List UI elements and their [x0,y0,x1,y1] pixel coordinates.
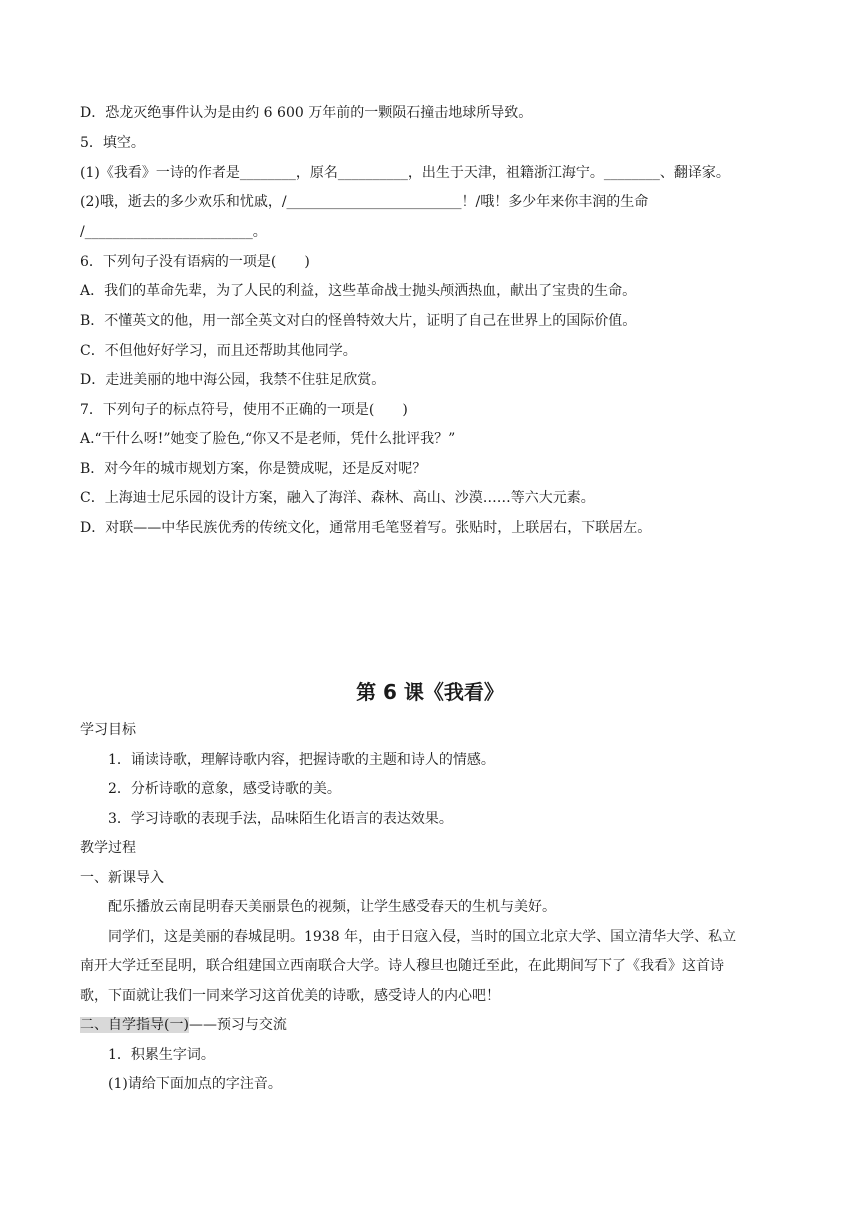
section-1-paragraph-2-line-2: 南开大学迁至昆明，联合组建国立西南联合大学。诗人穆旦也随迁至此，在此期间写下了《我看》这首诗 [80,958,724,974]
q6-option-a: A．我们的革命先辈，为了人民的利益，这些革命战士抛头颅洒热血，献出了宝贵的生命。 [80,283,637,299]
q6-option-c: C．不但他好好学习，而且还帮助其他同学。 [80,343,357,359]
q5-item-1: (1)《我看》一诗的作者是________，原名__________，出生于天津，祖籍浙江海宁。________、翻译家。 [80,165,730,181]
section-2-item-1: 1．积累生字词。 [108,1047,215,1063]
section-1-paragraph-2-line-1: 同学们，这是美丽的春城昆明。1938 年，由于日寇入侵，当时的国立北京大学、国立清华大学、私立 [108,929,737,945]
section-2-heading-highlight: 二、自学指导(一) [80,1017,189,1033]
objective-2: 2．分析诗歌的意象，感受诗歌的美。 [108,781,341,797]
q7-option-c: C．上海迪士尼乐园的设计方案，融入了海洋、森林、高山、沙漠……等六大元素。 [80,490,595,506]
q6-title: 6．下列句子没有语病的一项是( ) [80,254,310,270]
process-heading: 教学过程 [80,840,136,856]
q5-item-2-line-2: /________________________。 [80,224,267,240]
section-2-heading [80,1015,287,1035]
section-1-paragraph-2-line-3: 歌，下面就让我们一同来学习这首优美的诗歌，感受诗人的内心吧！ [80,988,500,1004]
q7-option-b: B．对今年的城市规划方案，你是赞成呢，还是反对呢？ [80,461,427,477]
q6-option-b: B．不懂英文的他，用一部全英文对白的怪兽特效大片，证明了自己在世界上的国际价值。 [80,313,637,329]
q7-title: 7．下列句子的标点符号，使用不正确的一项是( ) [80,402,408,418]
section-1-paragraph-1: 配乐播放云南昆明春天美丽景色的视频，让学生感受春天的生机与美好。 [108,899,556,915]
objective-1: 1．诵读诗歌，理解诗歌内容，把握诗歌的主题和诗人的情感。 [108,752,495,768]
lesson-title: 第 6 课《我看》 [356,680,504,704]
q5-item-2-line-1: (2)哦，逝去的多少欢乐和忧戚，/_________________________！/哦！多少年来你丰润的生命 [80,194,649,210]
section-1-heading: 一、新课导入 [80,870,164,886]
q4-option-d: D．恐龙灭绝事件认为是由约 6 600 万年前的一颗陨石撞击地球所导致。 [80,105,533,121]
q7-option-d: D．对联——中华民族优秀的传统文化，通常用毛笔竖着写。张贴时，上联居右，下联居左。 [80,520,652,536]
section-2-item-1-sub: (1)请给下面加点的字注音。 [108,1076,282,1092]
objectives-heading: 学习目标 [80,722,136,738]
q7-option-a: A.“干什么呀!”她变了脸色,“你又不是老师，凭什么批评我？” [80,431,456,447]
section-2-heading-rest: ——预习与交流 [188,1017,287,1033]
q6-option-d: D．走进美丽的地中海公园，我禁不住驻足欣赏。 [80,372,386,388]
objective-3: 3．学习诗歌的表现手法，品味陌生化语言的表达效果。 [108,811,453,827]
q5-title: 5．填空。 [80,135,145,151]
